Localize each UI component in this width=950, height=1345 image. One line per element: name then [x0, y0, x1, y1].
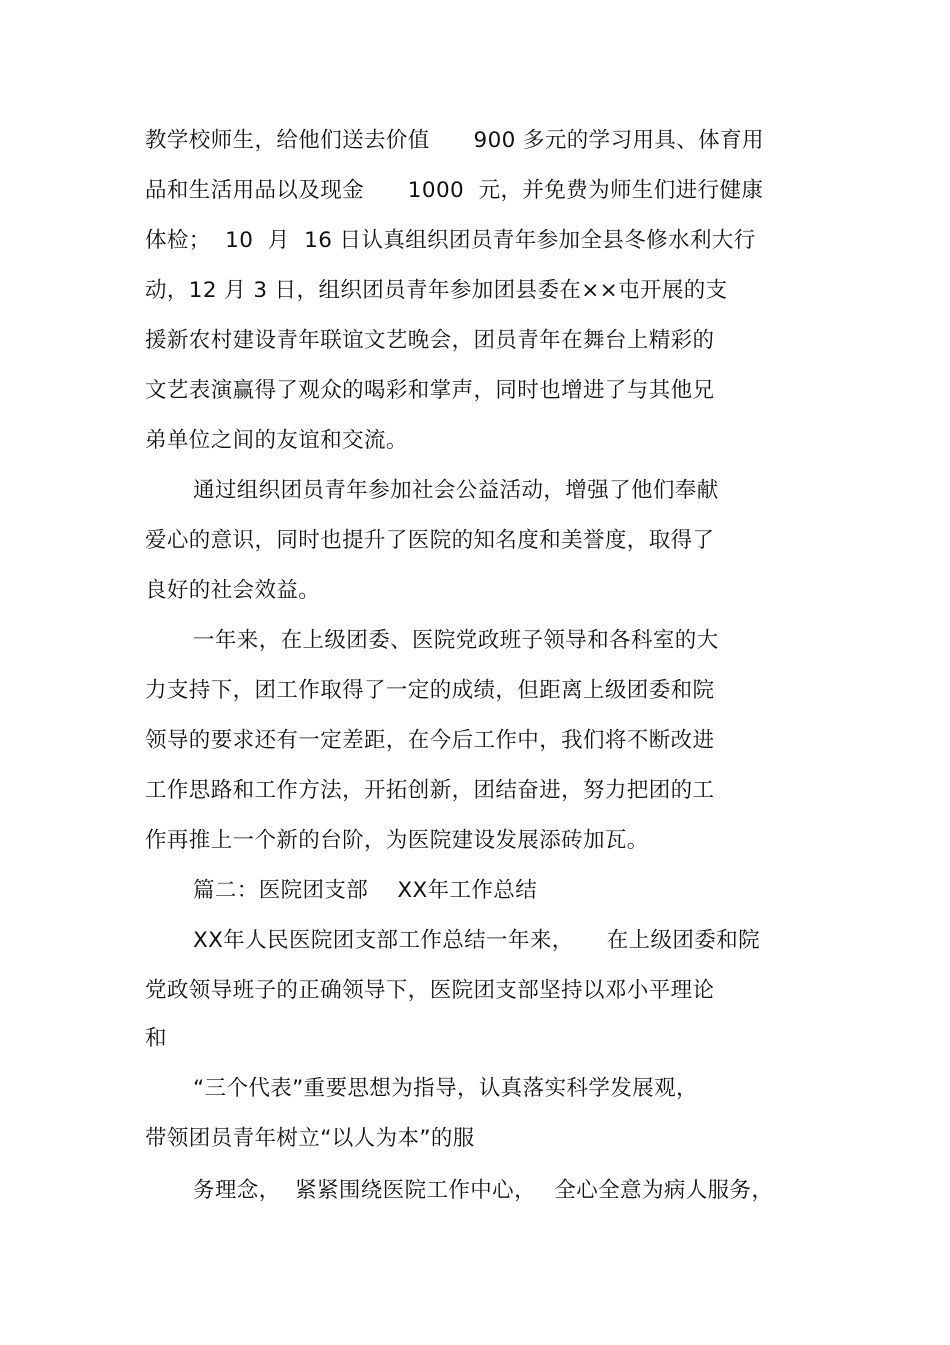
text-line: 党政领导班子的正确领导下，医院团支部坚持以邓小平理论 [145, 978, 715, 1003]
text-line: 爱心的意识，同时也提升了医院的知名度和美誉度，取得了 [145, 528, 715, 553]
paragraph-start-line: XX年人民医院团支部工作总结一年来， 在上级团委和院 [193, 928, 761, 953]
paragraph-start-line: “三个代表”重要思想为指导，认真落实科学发展观， [193, 1076, 698, 1101]
text-line: 品和生活用品以及现金 1000 元，并免费为师生们进行健康 [145, 178, 764, 203]
text-line: 带领团员青年树立“以人为本”的服 [145, 1126, 475, 1151]
text-line: 文艺表演赢得了观众的喝彩和掌声，同时也增进了与其他兄 [145, 378, 715, 403]
section-heading: 篇二：医院团支部 XX年工作总结 [193, 878, 538, 903]
text-line: 教学校师生，给他们送去价值 900 多元的学习用具、体育用 [145, 128, 764, 153]
text-line: 作再推上一个新的台阶，为医院建设发展添砖加瓦。 [145, 828, 649, 853]
text-line: 力支持下，团工作取得了一定的成绩，但距离上级团委和院 [145, 678, 715, 703]
text-line: 援新农村建设青年联谊文艺晚会，团员青年在舞台上精彩的 [145, 328, 715, 353]
text-line: 体检； 10 月 16 日认真组织团员青年参加全县冬修水利大行 [145, 228, 756, 253]
paragraph-start-line: 一年来，在上级团委、医院党政班子领导和各科室的大 [193, 628, 719, 653]
text-line: 动，12 月 3 日，组织团员青年参加团县委在××屯开展的支 [145, 278, 728, 303]
paragraph-start-line: 通过组织团员青年参加社会公益活动，增强了他们奉献 [193, 478, 719, 503]
text-line: 领导的要求还有一定差距，在今后工作中，我们将不断改进 [145, 728, 715, 753]
paragraph-start-line: 务理念， 紧紧围绕医院工作中心， 全心全意为病人服务， [193, 1178, 774, 1203]
text-line: 和 [145, 1026, 167, 1051]
text-line: 良好的社会效益。 [145, 578, 321, 603]
text-line: 弟单位之间的友谊和交流。 [145, 428, 408, 453]
text-line: 工作思路和工作方法，开拓创新，团结奋进，努力把团的工 [145, 778, 715, 803]
